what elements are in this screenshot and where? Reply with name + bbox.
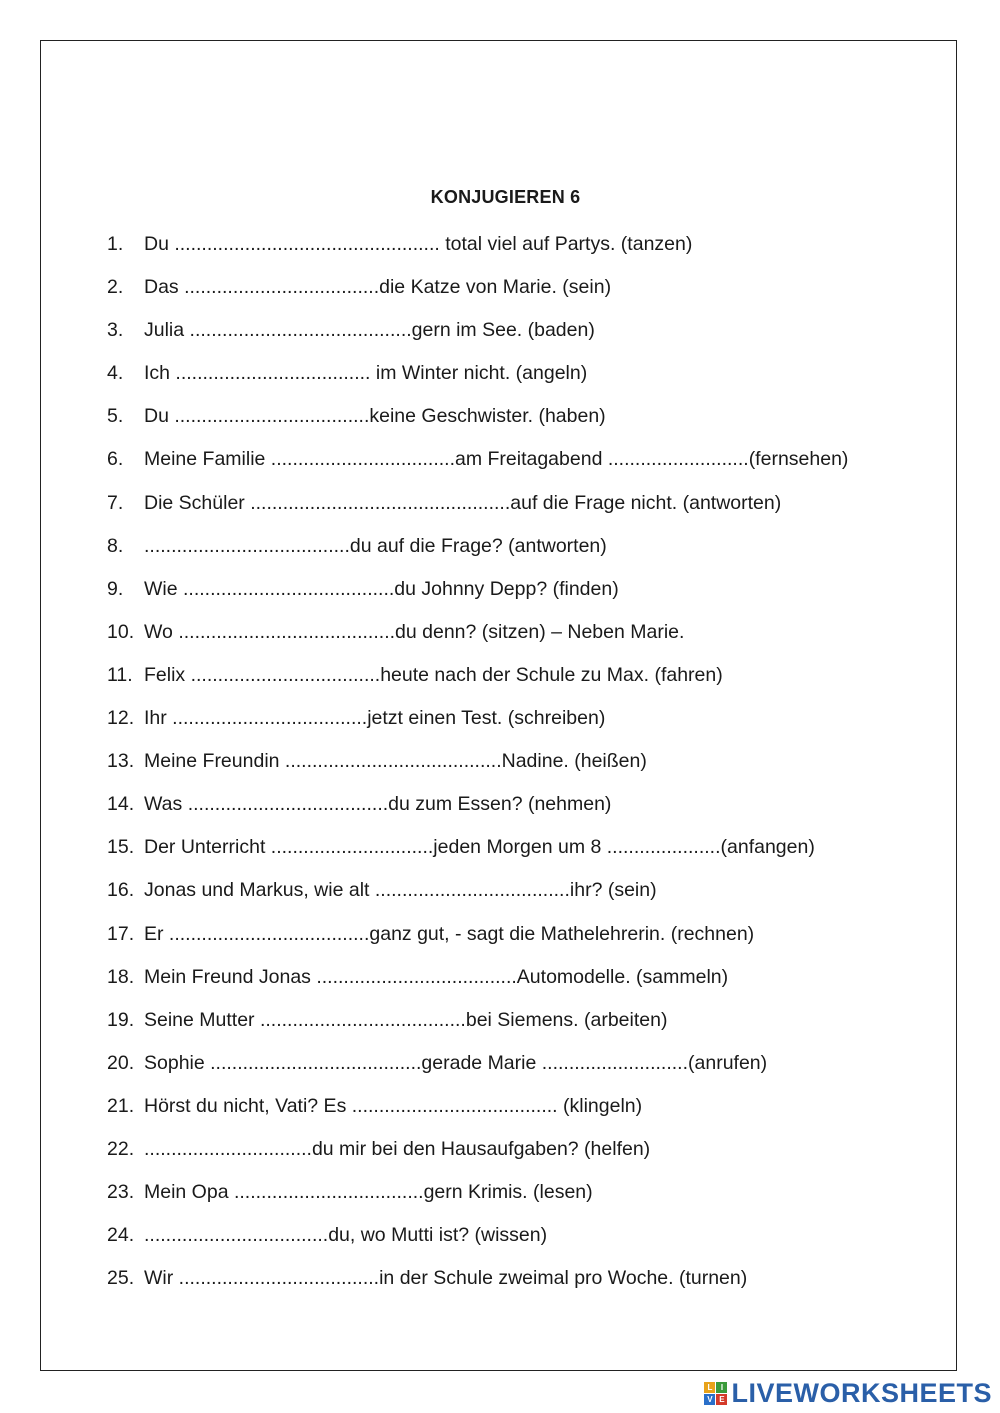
- logo-block: E: [716, 1394, 727, 1405]
- item-sentence: Er .....................................ganz gut, - sagt die Mathelehrerin. (rechnen): [144, 922, 755, 945]
- item-sentence: Der Unterricht ..............................jeden Morgen um 8 .....................(anfangen): [144, 836, 815, 859]
- exercise-item: [107, 448, 947, 491]
- item-number: 13.: [107, 750, 135, 773]
- item-number: 18.: [107, 965, 135, 988]
- item-sentence: Jonas und Markus, wie alt ....................................ihr? (sein): [144, 879, 657, 902]
- exercise-item: [107, 492, 947, 535]
- exercise-item: [107, 233, 947, 276]
- exercise-item: [107, 362, 947, 405]
- exercise-list: [107, 233, 947, 1310]
- item-sentence: Wir .....................................in der Schule zweimal pro Woche. (turnen): [144, 1267, 748, 1290]
- logo-block: L: [704, 1382, 715, 1393]
- item-sentence: Wie .......................................du Johnny Depp? (finden): [144, 577, 619, 600]
- logo-icon: [704, 1382, 727, 1405]
- item-number: 21.: [107, 1094, 135, 1117]
- exercise-item: [107, 707, 947, 750]
- item-number: 9.: [107, 577, 124, 600]
- item-number: 22.: [107, 1137, 135, 1160]
- exercise-item: [107, 1138, 947, 1181]
- exercise-item: [107, 535, 947, 578]
- item-sentence: Ich .................................... im Winter nicht. (angeln): [144, 362, 588, 385]
- item-number: 25.: [107, 1267, 135, 1290]
- exercise-item: [107, 793, 947, 836]
- exercise-item: [107, 1009, 947, 1052]
- exercise-item: [107, 319, 947, 362]
- exercise-item: [107, 1224, 947, 1267]
- exercise-item: [107, 276, 947, 319]
- item-sentence: Das ....................................die Katze von Marie. (sein): [144, 276, 612, 299]
- page-title: KONJUGIEREN 6: [430, 187, 581, 207]
- item-number: 11.: [107, 663, 133, 686]
- logo-block: I: [716, 1382, 727, 1393]
- item-sentence: Sophie .......................................gerade Marie ...........................(anrufen): [144, 1051, 768, 1074]
- item-number: 17.: [107, 922, 135, 945]
- item-number: 8.: [107, 534, 124, 557]
- item-number: 4.: [107, 362, 124, 385]
- exercise-item: [107, 1095, 947, 1138]
- item-sentence: Felix ...................................heute nach der Schule zu Max. (fahren): [144, 663, 723, 686]
- logo-block: V: [704, 1394, 715, 1405]
- item-sentence: Was .....................................du zum Essen? (nehmen): [144, 793, 612, 816]
- liveworksheets-logo[interactable]: [704, 1378, 992, 1409]
- logo-text: LIVEWORKSHEETS: [731, 1378, 992, 1408]
- item-number: 19.: [107, 1008, 135, 1031]
- item-number: 6.: [107, 448, 124, 471]
- item-number: 1.: [107, 233, 124, 255]
- item-number: 23.: [107, 1181, 135, 1204]
- exercise-item: [107, 879, 947, 922]
- worksheet-page: [40, 40, 957, 1371]
- item-number: 3.: [107, 319, 124, 342]
- exercise-item: [107, 923, 947, 966]
- item-sentence: ...............................du mir bei den Hausaufgaben? (helfen): [144, 1137, 651, 1160]
- item-sentence: Mein Opa ...................................gern Krimis. (lesen): [144, 1181, 593, 1204]
- item-number: 15.: [107, 836, 135, 859]
- exercise-item: [107, 664, 947, 707]
- item-sentence: Wo ........................................du denn? (sitzen) – Neben Marie.: [144, 620, 685, 643]
- exercise-item: [107, 578, 947, 621]
- item-sentence: Du ....................................keine Geschwister. (haben): [144, 405, 606, 428]
- item-number: 24.: [107, 1224, 135, 1247]
- item-number: 12.: [107, 707, 135, 730]
- item-sentence: Mein Freund Jonas .....................................Automodelle. (sammeln): [144, 965, 729, 988]
- item-sentence: Meine Freundin ........................................Nadine. (heißen): [144, 750, 647, 773]
- exercise-item: [107, 1181, 947, 1224]
- item-sentence: ..................................du, wo Mutti ist? (wissen): [144, 1224, 548, 1247]
- exercise-item: [107, 836, 947, 879]
- item-sentence: Seine Mutter ......................................bei Siemens. (arbeiten): [144, 1008, 668, 1031]
- exercise-item: [107, 1052, 947, 1095]
- item-number: 16.: [107, 879, 135, 902]
- item-sentence: ......................................du auf die Frage? (antworten): [144, 534, 607, 557]
- item-sentence: Die Schüler ................................................auf die Frage nicht. (antworten): [144, 491, 782, 514]
- item-number: 2.: [107, 276, 124, 299]
- exercise-item: [107, 621, 947, 664]
- item-number: 5.: [107, 405, 124, 428]
- item-sentence: Ihr ....................................jetzt einen Test. (schreiben): [144, 707, 606, 730]
- item-number: 10.: [107, 620, 135, 643]
- exercise-item: [107, 750, 947, 793]
- item-sentence: Hörst du nicht, Vati? Es ...................................... (klingeln): [144, 1094, 643, 1117]
- item-number: 7.: [107, 491, 124, 514]
- item-sentence: Julia .........................................gern im See. (baden): [144, 319, 595, 342]
- exercise-item: [107, 405, 947, 448]
- exercise-item: [107, 966, 947, 1009]
- item-sentence: Meine Familie ..................................am Freitagabend ..........................(fernsehen): [144, 448, 849, 471]
- item-sentence: Du ................................................. total viel auf Partys. (tanzen): [144, 233, 693, 255]
- item-number: 14.: [107, 793, 135, 816]
- exercise-item: [107, 1267, 947, 1310]
- item-number: 20.: [107, 1051, 135, 1074]
